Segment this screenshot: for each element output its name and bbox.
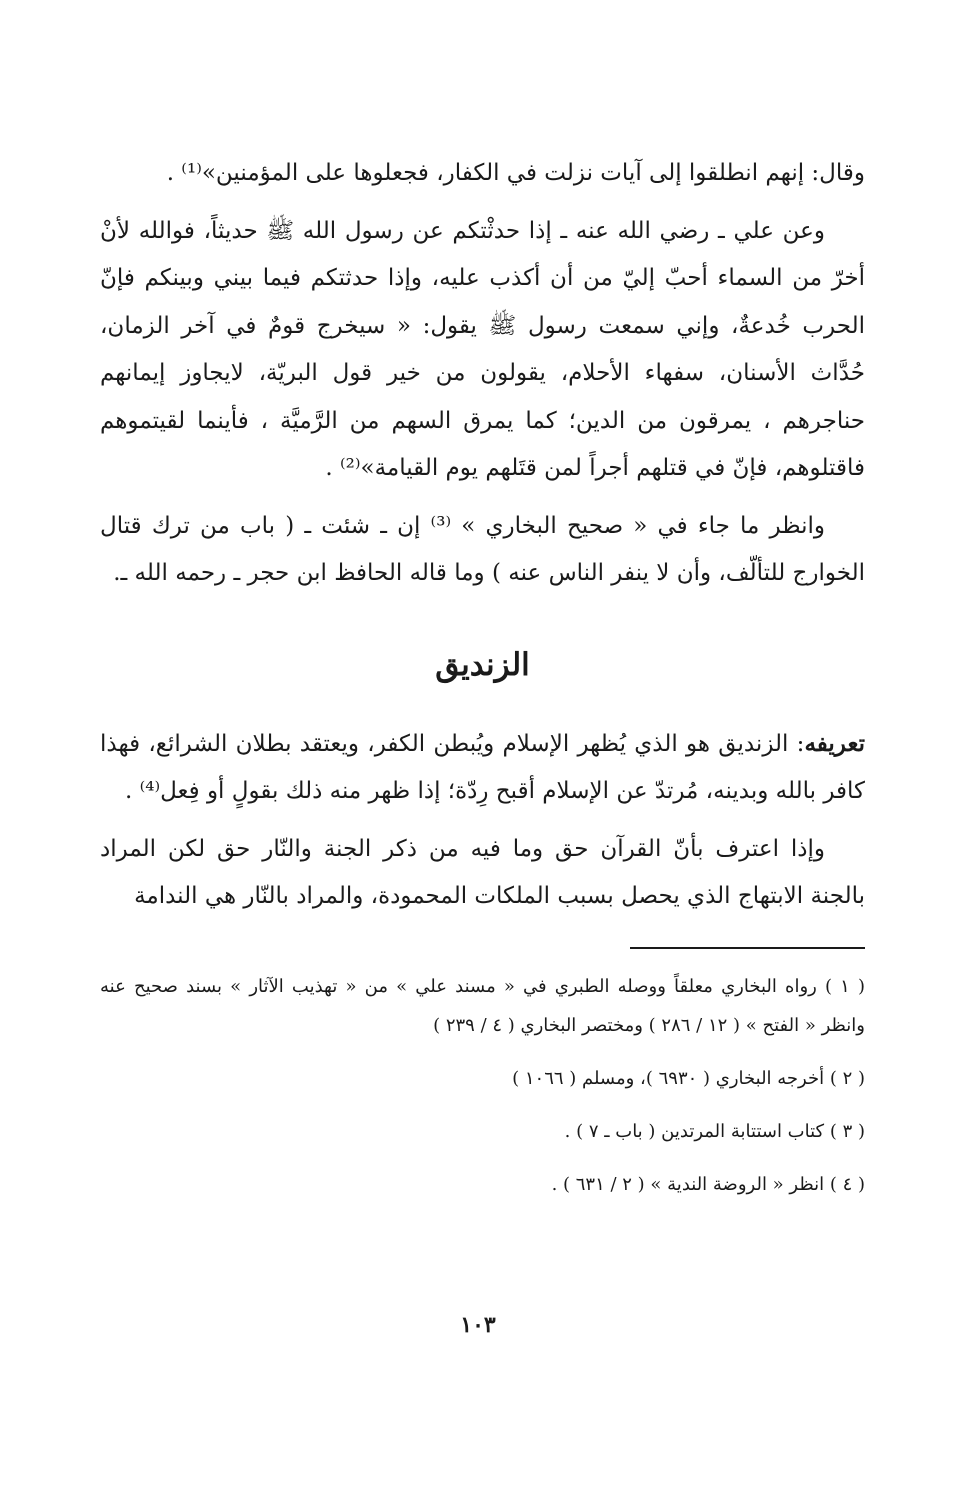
paragraph-3: وانظر ما جاء في « صحيح البخاري » ⁽³⁾ إن ـ شئت ـ ( باب من ترك قتال الخوارج للتألّف، وأن لا ينفر الناس عنه ) وما قاله الحافظ ابن حجر ـ رحمه الله ـ.	[100, 512, 865, 586]
section-heading: الزنديق	[435, 646, 530, 683]
paragraph-1: وقال: إنهم انطلقوا إلى آيات نزلت في الكفار، فجعلوها على المؤمنين»⁽¹⁾ .	[166, 160, 865, 186]
footnote-3: ( ٣ ) كتاب استتابة المرتدين ( باب ـ ٧ ) .	[564, 1120, 865, 1142]
paragraph-5: وإذا اعترف بأنّ القرآن حق وما فيه من ذكر الجنة والنّار حق لكن المراد بالجنة الابتهاج الذي يحصل بسبب الملكات المحمودة، والمراد بالنّار هي الندامة	[100, 835, 865, 909]
page-body	[100, 150, 865, 1204]
paragraph-2: وعن علي ـ رضي الله عنه ـ إذا حدثْتكم عن رسول الله ﷺ حديثاً، فوالله لأنْ أخرّ من السماء أحبّ إليّ من أن أكذب عليه، وإذا حدثتكم فيما بيني وبينكم فإنّ الحرب خُدعةٌ، وإني سمعت رسول ﷺ يقول: « سيخرج قومٌ في آخر الزمان، حُدَّاث الأسنان، سفهاء الأحلام، يقولون من خير قول البريّة، لايجاوز إيمانهم حناجرهم ، يمرقون من الدين؛ كما يمرق السهم من الرَّميَّة ، فأينما لقيتموهم فاقتلوهم، فإنّ في قتلهم أجراً لمن قتَلهم يوم القيامة»⁽²⁾ .	[100, 217, 865, 481]
page-number: ١٠٣	[460, 1312, 496, 1338]
definition-paragraph	[100, 720, 865, 816]
footnote-1: ( ١ ) رواه البخاري معلقاً ووصله الطبري في « مسند علي » من « تهذيب الآثار » بسند صحيح عنه وانظر « الفتح » ( ١٢ / ٢٨٦ ) ومختصر البخاري ( ٤ / ٢٣٩ )	[100, 975, 865, 1036]
definition-text: : الزنديق هو الذي يُظهر الإسلام ويُبطن الكفر، ويعتقد بطلان الشرائع، فهذا كافر بالله وبدينه، مُرتدّ عن الإسلام أقبح رِدّة؛ إذا ظهر منه ذلك بقولٍ أو فِعل⁽⁴⁾ .	[100, 730, 865, 804]
footnote-4: ( ٤ ) انظر « الروضة الندية » ( ٢ / ٦٣١ ) .	[551, 1173, 865, 1195]
footnote-2: ( ٢ ) أخرجه البخاري ( ٦٩٣٠ )، ومسلم ( ١٠٦٦ )	[512, 1067, 865, 1089]
definition-term: تعريفه	[804, 729, 865, 757]
footnote-divider	[630, 947, 865, 949]
